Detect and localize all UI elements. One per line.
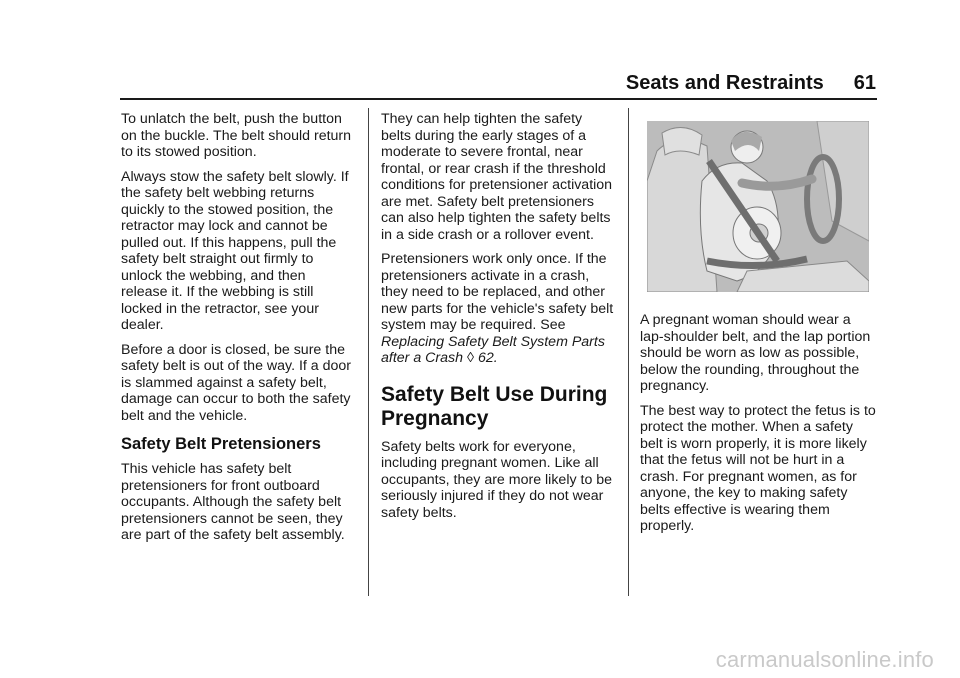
column-1 — [121, 111, 356, 552]
paragraph: Safety belts work for everyone, including pregnant women. Like all occupants, they are more likely to be seriously injured if they do not wear safety belts. — [381, 438, 613, 521]
paragraph: Always stow the safety belt slowly. If the safety belt webbing returns quickly to the stowed position, the retractor may lock and cannot be pulled out. If this happens, pull the safety belt straight out firmly to unlock the webbing, and then release it. If the webbing is still locked in the retractor, see your dealer. — [121, 168, 349, 333]
section-heading-pregnancy: Safety Belt Use During Pregnancy — [381, 382, 608, 430]
section-heading-pretensioners: Safety Belt Pretensioners — [121, 435, 321, 453]
header-rule — [120, 98, 877, 100]
paragraph: To unlatch the belt, push the button on the buckle. The belt should return to its stowed position. — [121, 111, 352, 160]
column-divider-2 — [628, 108, 629, 596]
column-divider-1 — [368, 108, 369, 596]
page-header — [600, 70, 876, 96]
pregnant-driver-illustration — [647, 121, 869, 292]
page-ref-icon: ◊ — [466, 350, 474, 366]
paragraph-text: Pretensioners work only once. If the pretensioners activate in a crash, they need to be replaced, and other new parts for the vehicle's safety belt system may be required. See — [381, 251, 614, 333]
paragraph — [381, 251, 616, 367]
watermark: carmanualsonline.info — [715, 647, 934, 672]
paragraph: A pregnant woman should wear a lap-shoulder belt, and the lap portion should be worn as low as possible, below the rounding, throughout the pregnancy. — [640, 312, 871, 394]
section-title: Seats and Restraints — [625, 71, 824, 94]
column-2 — [381, 111, 616, 529]
paragraph: This vehicle has safety belt pretensioners for front outboard occupants. Although the safety belt pretensioners cannot be seen, they are part of the safety belt assembly. — [121, 461, 345, 543]
cross-reference-link[interactable]: Replacing Safety Belt System Parts after a Crash — [381, 333, 605, 366]
page-number: 61 — [853, 71, 876, 94]
paragraph: The best way to protect the fetus is to protect the mother. When a safety belt is worn properly, it is more likely that the fetus will not be hurt in a crash. For pregnant women, as for anyone, the key to making safety belts effective is wearing them properly. — [640, 402, 876, 534]
paragraph: They can help tighten the safety belts during the early stages of a moderate to severe frontal, near frontal, or rear crash if the threshold conditions for pretensioner activation are met. Safety belt pretensioners can also help tighten the safety belts in a side crash or a rollover event. — [381, 111, 613, 243]
column-3 — [640, 312, 876, 543]
page-ref-number: 62. — [477, 350, 498, 366]
paragraph: Before a door is closed, be sure the safety belt is out of the way. If a door is slammed against a safety belt, damage can occur to both the safety belt and the vehicle. — [121, 341, 352, 424]
illustration-svg — [647, 121, 869, 292]
